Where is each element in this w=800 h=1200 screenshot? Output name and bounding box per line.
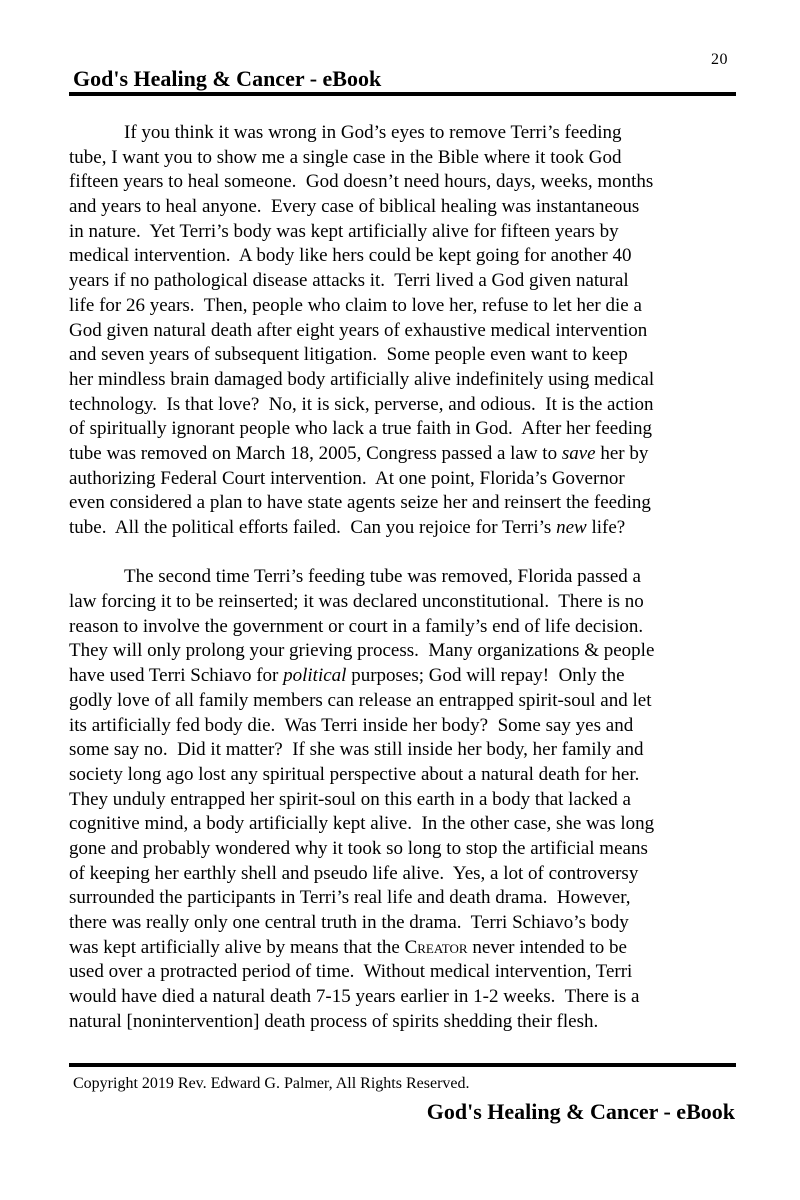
text-segment: authorizing Federal Court intervention. At one point, Florida’s Governor — [69, 467, 625, 489]
text-segment: some say no. Did it matter? If she was still inside her body, her family and — [69, 739, 644, 761]
text-line — [69, 886, 741, 911]
page-number: 20 — [711, 51, 728, 68]
body-text — [69, 121, 741, 1034]
text-line — [69, 714, 741, 739]
text-segment: of spiritually ignorant people who lack a true faith in God. After her feeding — [69, 418, 653, 440]
text-segment: They unduly entrapped her spirit-soul on this earth in a body that lacked a — [69, 788, 631, 810]
text-segment: years if no pathological disease attacks it. Terri lived a God given natural — [69, 270, 629, 292]
text-segment: technology. Is that love? No, it is sick, perverse, and odious. It is the action — [69, 393, 654, 415]
text-segment: cognitive mind, a body artificially kept alive. In the other case, she was long — [69, 813, 655, 835]
text-segment: have used Terri Schiavo for — [69, 665, 284, 687]
text-segment: life for 26 years. Then, people who claim to love her, refuse to let her die a — [69, 294, 642, 316]
text-segment: there was really only one central truth in the drama. Terri Schiavo’s body — [69, 912, 629, 933]
footer-rule — [69, 1063, 736, 1067]
text-line — [69, 590, 741, 615]
text-segment: reason to involve the government or court in a family’s end of life decision. — [69, 615, 644, 637]
text-line — [69, 837, 741, 862]
text-segment: The second time Terri’s feeding tube was removed, Florida passed a — [124, 566, 641, 588]
text-line — [69, 393, 741, 418]
text-line — [69, 862, 741, 887]
text-segment: her by — [595, 442, 649, 464]
text-segment: would have died a natural death 7-15 years earlier in 1-2 weeks. There is a — [69, 986, 640, 1008]
text-segment: life? — [586, 517, 626, 538]
styled-text-segment: political — [283, 665, 347, 687]
text-line — [69, 343, 741, 368]
text-line — [69, 195, 741, 220]
text-line — [69, 960, 741, 985]
text-segment: its artificially fed body die. Was Terri inside her body? Some say yes and — [69, 714, 634, 736]
text-segment: purposes; God will repay! Only the — [346, 665, 625, 687]
text-segment: even considered a plan to have state agents seize her and reinsert the feeding — [69, 492, 651, 514]
text-segment: and seven years of subsequent litigation. Some people even want to keep — [69, 344, 628, 366]
text-line — [69, 269, 741, 294]
text-line — [69, 467, 741, 492]
text-line — [69, 788, 741, 813]
text-line — [69, 121, 741, 146]
text-segment: and years to heal anyone. Every case of biblical healing was instantaneous — [69, 196, 640, 218]
text-line — [69, 417, 741, 442]
text-segment: never intended to be — [467, 936, 627, 958]
text-line — [69, 491, 741, 516]
text-segment: godly love of all family members can release an entrapped spirit-soul and let — [69, 689, 652, 711]
text-segment: was kept artificially alive by means that the — [69, 936, 405, 958]
header-rule — [69, 92, 736, 96]
paragraph — [69, 565, 741, 1034]
text-line — [69, 985, 741, 1010]
text-segment: natural [nonintervention] death process of spirits shedding their flesh. — [69, 1010, 599, 1032]
styled-text-segment: new — [556, 517, 587, 538]
text-segment: medical intervention. A body like hers could be kept going for another 40 — [69, 245, 632, 267]
text-segment: society long ago lost any spiritual perspective about a natural death for her. — [69, 763, 640, 785]
text-line — [69, 936, 741, 961]
text-line — [69, 244, 741, 269]
text-line — [69, 763, 741, 788]
header-title: God's Healing & Cancer - eBook — [73, 66, 382, 91]
text-line — [69, 664, 741, 689]
styled-text-segment: Creator — [404, 936, 468, 958]
copyright-line: Copyright 2019 Rev. Edward G. Palmer, All Rights Reserved. — [73, 1075, 470, 1092]
text-line — [69, 911, 741, 936]
text-segment: in nature. Yet Terri’s body was kept artificially alive for fifteen years by — [69, 220, 619, 242]
text-line — [69, 220, 741, 245]
text-line — [69, 738, 741, 763]
text-segment: her mindless brain damaged body artificially alive indefinitely using medical — [69, 368, 655, 390]
text-segment: law forcing it to be reinserted; it was declared unconstitutional. There is no — [69, 591, 644, 613]
text-segment: tube was removed on March 18, 2005, Congress passed a law to — [69, 442, 562, 464]
text-segment: of keeping her earthly shell and pseudo life alive. Yes, a lot of controversy — [69, 862, 639, 884]
text-line — [69, 516, 741, 541]
text-line — [69, 565, 741, 590]
text-line — [69, 368, 741, 393]
text-line — [69, 442, 741, 467]
text-line — [69, 1010, 741, 1035]
text-line — [69, 319, 741, 344]
text-segment: tube. All the political efforts failed. Can you rejoice for Terri’s — [69, 517, 557, 538]
text-line — [69, 812, 741, 837]
text-line — [69, 615, 741, 640]
paragraph — [69, 121, 741, 541]
text-segment: fifteen years to heal someone. God doesn’t need hours, days, weeks, months — [69, 171, 654, 193]
text-line — [69, 170, 741, 195]
text-segment: If you think it was wrong in God’s eyes to remove Terri’s feeding — [124, 122, 622, 143]
text-segment: gone and probably wondered why it took so long to stop the artificial means — [69, 837, 648, 859]
text-line — [69, 294, 741, 319]
text-line — [69, 689, 741, 714]
text-line — [69, 639, 741, 664]
text-segment: tube, I want you to show me a single case in the Bible where it took God — [69, 146, 622, 168]
text-segment: used over a protracted period of time. Without medical intervention, Terri — [69, 961, 633, 983]
text-line — [69, 146, 741, 171]
footer-title: God's Healing & Cancer - eBook — [426, 1099, 735, 1124]
styled-text-segment: save — [561, 442, 596, 464]
text-segment: They will only prolong your grieving process. Many organizations & people — [69, 640, 655, 662]
text-segment: God given natural death after eight years of exhaustive medical intervention — [69, 319, 648, 341]
text-segment: surrounded the participants in Terri’s real life and death drama. However, — [69, 887, 631, 909]
